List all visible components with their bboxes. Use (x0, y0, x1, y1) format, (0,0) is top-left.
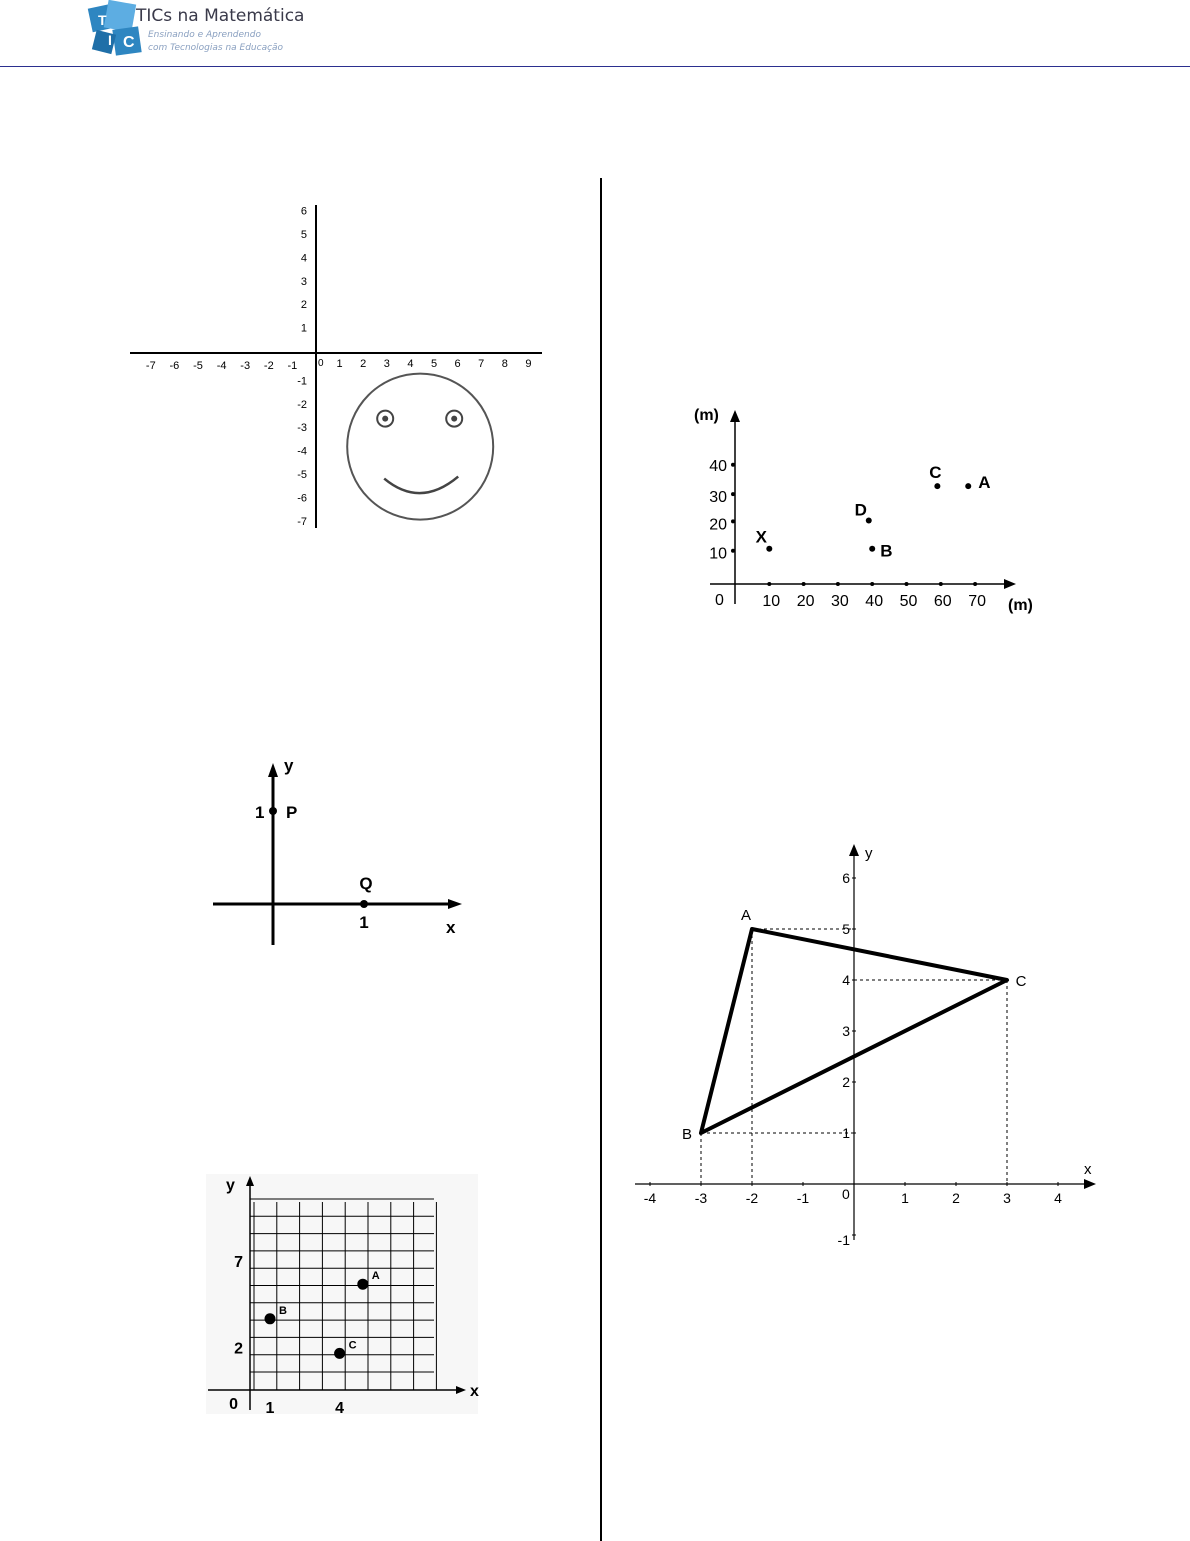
x-tick-label: 1 (336, 358, 343, 370)
y-axis-label: (m) (694, 407, 719, 424)
x-tick-label: 2 (360, 358, 367, 370)
x-tick-mark (905, 582, 909, 586)
logo-subtitle-line2: com Tecnologias na Educação (148, 43, 284, 53)
smiley-eye-pupil (382, 416, 388, 422)
data-point-label: B (880, 541, 893, 561)
x-tick-label: 20 (796, 593, 815, 610)
x-tick-label: 5 (430, 358, 438, 370)
x-tick-label: -2 (263, 360, 274, 372)
x-tick-label-zero: 0 (715, 592, 724, 609)
y-tick-label: 1 (255, 803, 265, 822)
x-tick-label: -3 (240, 360, 251, 372)
y-tick-label: 6 (842, 870, 850, 886)
grid-background (206, 1174, 478, 1414)
y-tick-label: 3 (300, 275, 307, 288)
x-tick-mark (836, 582, 840, 586)
x-tick-mark (973, 582, 977, 586)
smiley-plane-figure (130, 200, 550, 540)
y-tick-label: -5 (297, 469, 307, 481)
x-tick-label: 1 (265, 1400, 275, 1417)
data-point (965, 483, 971, 489)
data-point-label: X (755, 527, 767, 547)
data-point (357, 1279, 368, 1290)
data-point (334, 1348, 345, 1359)
distance-chart-figure (690, 400, 1070, 620)
smiley-face-outline (347, 374, 493, 520)
y-axis-label: y (865, 845, 873, 862)
x-tick-label: -7 (145, 360, 156, 372)
vertex-label: C (1015, 973, 1027, 990)
data-point-label: C (929, 463, 942, 483)
x-tick-mark (767, 582, 771, 586)
x-axis-label: x (446, 918, 456, 937)
x-axis-label: (m) (1008, 597, 1033, 614)
y-tick-label: -1 (297, 375, 307, 388)
y-tick-label: -3 (297, 422, 307, 435)
x-tick-label: 6 (454, 358, 461, 370)
y-axis-label: y (226, 1177, 235, 1194)
x-tick-label: 10 (762, 593, 781, 610)
y-tick-label: 30 (709, 489, 727, 507)
header-rule (0, 66, 1190, 67)
y-tick-mark (731, 519, 735, 523)
logo-block-base (92, 30, 116, 54)
data-point-label: A (978, 473, 991, 493)
y-tick-mark (731, 463, 735, 467)
x-tick-label: -1 (796, 1190, 810, 1206)
x-tick-label: -5 (193, 360, 203, 372)
grid-abc-figure (200, 1170, 490, 1420)
x-tick-label: 3 (383, 358, 390, 370)
x-tick-label: -6 (169, 360, 180, 372)
data-point (360, 900, 368, 908)
column-divider (600, 178, 602, 1541)
y-tick-label: -2 (297, 398, 307, 411)
data-point-label: A (371, 1270, 380, 1283)
x-tick-label: -4 (216, 360, 227, 372)
data-point-label: D (854, 500, 867, 520)
x-tick-label: 4 (407, 358, 414, 370)
logo-letter-t: T (98, 12, 107, 28)
x-tick-mark (802, 582, 806, 586)
x-tick-label: 3 (1003, 1190, 1011, 1206)
data-point-label: P (286, 803, 298, 822)
y-tick-label: 10 (709, 545, 727, 563)
x-axis-arrow (448, 899, 462, 909)
vertex-label: B (681, 1126, 693, 1143)
x-tick-label: 7 (478, 358, 485, 370)
y-tick-label: 20 (709, 516, 727, 534)
logo-letter-c: C (123, 34, 135, 51)
y-tick-label: 5 (842, 921, 850, 937)
y-axis-arrow (268, 763, 278, 777)
x-tick-label: -4 (643, 1190, 657, 1206)
x-tick-label: 30 (831, 593, 849, 610)
data-point (869, 546, 875, 552)
logo-letter-i: I (108, 32, 112, 48)
x-axis-label: x (1084, 1161, 1092, 1178)
y-axis-arrow (849, 844, 859, 856)
y-tick-label: -7 (297, 515, 307, 528)
data-point (934, 483, 940, 489)
data-point (265, 1313, 276, 1324)
x-tick-mark (870, 582, 874, 586)
x-tick-label: 50 (899, 593, 918, 610)
x-tick-label: 70 (968, 593, 986, 610)
y-tick-label: 1 (842, 1125, 850, 1141)
data-point-label: B (279, 1304, 287, 1317)
x-tick-label: 4 (335, 1400, 345, 1417)
vertex-label: A (740, 907, 752, 924)
data-point-label: Q (359, 874, 373, 893)
x-tick-label: -2 (745, 1190, 759, 1206)
x-tick-label: 40 (865, 593, 884, 610)
logo-subtitle-line1: Ensinando e Aprendendo (148, 30, 261, 40)
y-tick-label: 5 (300, 229, 307, 241)
y-axis-arrow (730, 410, 740, 422)
x-axis-arrow (1084, 1179, 1096, 1189)
y-tick-label: 4 (842, 972, 850, 988)
y-tick-label: 4 (300, 252, 307, 265)
x-tick-label-zero: 0 (842, 1186, 850, 1202)
y-tick-mark (731, 492, 735, 496)
y-tick-label: 40 (709, 457, 727, 475)
x-tick-label: -3 (694, 1190, 708, 1206)
x-tick-label: 9 (525, 358, 532, 370)
x-tick-label: 4 (1054, 1190, 1062, 1206)
y-tick-label: 1 (300, 322, 307, 335)
page-header (0, 0, 1190, 68)
y-tick-label: 2 (300, 299, 307, 312)
x-axis-arrow (1004, 579, 1016, 589)
y-tick-mark (731, 549, 735, 553)
x-tick-label: -1 (287, 360, 298, 372)
y-tick-label: -6 (297, 492, 307, 505)
data-point (269, 807, 277, 815)
y-tick-label: 3 (842, 1023, 850, 1039)
y-tick-label: 7 (234, 1253, 243, 1271)
y-axis-label: y (284, 756, 294, 775)
x-tick-label: 1 (901, 1190, 909, 1206)
x-axis-label: x (470, 1383, 479, 1400)
x-tick-label: 1 (359, 913, 369, 932)
pq-axes-figure (208, 755, 478, 955)
x-tick-label-zero: 0 (229, 1396, 238, 1413)
y-tick-label: -4 (297, 445, 307, 458)
y-tick-label: 6 (300, 205, 307, 218)
y-tick-label: -1 (837, 1232, 850, 1248)
logo-title: TICs na Matemática (136, 6, 305, 26)
y-tick-label: 2 (842, 1074, 850, 1090)
x-tick-label: 8 (501, 358, 508, 370)
smiley-eye-pupil (451, 416, 457, 422)
triangle-abc-figure (630, 840, 1100, 1248)
y-tick-label: 2 (234, 1340, 243, 1358)
data-point (766, 546, 772, 552)
smiley-mouth (384, 477, 458, 494)
data-point-label: C (348, 1339, 357, 1352)
x-tick-label: 2 (952, 1190, 960, 1206)
x-tick-label-zero: 0 (318, 358, 324, 369)
x-tick-label: 60 (933, 593, 952, 610)
x-tick-mark (939, 582, 943, 586)
